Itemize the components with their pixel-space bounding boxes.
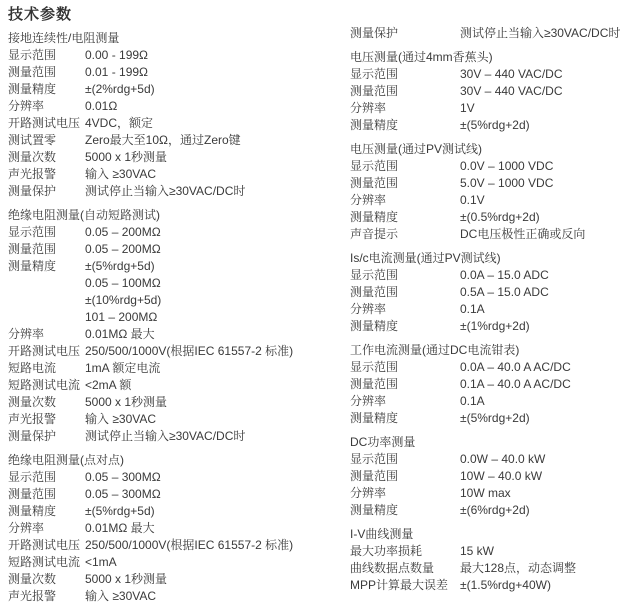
spec-label: 显示范围 (350, 360, 399, 374)
spec-value: 0.0V – 1000 VDC (460, 159, 554, 173)
spec-value: Zero最大至10Ω，通过Zero键 (85, 133, 241, 147)
spec-section (350, 49, 622, 134)
spec-section (350, 342, 622, 427)
spec-value: 0.05 – 200MΩ (85, 242, 161, 256)
spec-row (350, 25, 622, 42)
spec-label: 测量范围 (350, 377, 399, 391)
spec-value: 0.05 – 300MΩ (85, 470, 161, 484)
spec-label: 测量精度 (350, 210, 399, 224)
spec-label: 测量范围 (350, 176, 399, 190)
spec-row (350, 468, 622, 485)
spec-label: 开路测试电压 (8, 344, 81, 358)
spec-row (8, 258, 346, 275)
spec-row (8, 469, 346, 486)
spec-row (8, 571, 346, 588)
spec-row (350, 158, 622, 175)
spec-section (8, 207, 346, 445)
spec-label: 开路测试电压 (8, 116, 81, 130)
spec-label: 显示范围 (8, 48, 57, 62)
spec-label: 分辨率 (8, 521, 45, 535)
section-heading: 绝缘电阻测量(自动短路测试) (8, 208, 160, 222)
spec-value: 4VDC，额定 (85, 116, 154, 130)
spec-label: 测量范围 (350, 84, 399, 98)
spec-row (8, 394, 346, 411)
spec-section (350, 434, 622, 519)
spec-label: 测量精度 (350, 118, 399, 132)
spec-label: 测量次数 (8, 395, 57, 409)
spec-row (8, 360, 346, 377)
section-heading: DC功率测量 (350, 435, 416, 449)
spec-value: 1mA 额定电流 (85, 361, 161, 375)
spec-value: 0.01 - 199Ω (85, 65, 149, 79)
spec-label: 显示范围 (8, 225, 57, 239)
spec-row (8, 81, 346, 98)
spec-row (8, 292, 346, 309)
spec-row (350, 117, 622, 134)
spec-value: 0.0A – 15.0 ADC (460, 268, 549, 282)
spec-row (8, 503, 346, 520)
spec-label: 分辨率 (8, 99, 45, 113)
spec-label: 显示范围 (8, 470, 57, 484)
spec-label: 测量范围 (350, 285, 399, 299)
spec-label: 分辨率 (350, 101, 387, 115)
page-title: 技术参数 (8, 6, 73, 23)
spec-label: 测量保护 (8, 429, 57, 443)
spec-row (8, 64, 346, 81)
spec-row (350, 376, 622, 393)
spec-value: 测试停止当输入≥30VAC/DC时 (460, 26, 621, 40)
spec-row (350, 175, 622, 192)
spec-value: 250/500/1000V(根据IEC 61557-2 标准) (85, 344, 294, 358)
spec-label: 分辨率 (350, 394, 387, 408)
section-heading: Is/c电流测量(通过PV测试线) (350, 251, 501, 265)
right-column (350, 25, 622, 594)
spec-section (350, 25, 622, 42)
spec-row (8, 132, 346, 149)
spec-value: 0.1V (460, 193, 485, 207)
spec-label: 短路电流 (8, 361, 57, 375)
spec-label: 测量次数 (8, 150, 57, 164)
spec-label: 测量精度 (8, 504, 57, 518)
spec-value: 0.01MΩ 最大 (85, 521, 155, 535)
spec-value: 250/500/1000V(根据IEC 61557-2 标准) (85, 538, 294, 552)
spec-value: ±(5%rdg+2d) (460, 118, 530, 132)
spec-value: <1mA (85, 555, 117, 569)
spec-row (350, 83, 622, 100)
spec-row (8, 554, 346, 571)
spec-row (350, 359, 622, 376)
spec-section (8, 452, 346, 603)
spec-label: 分辨率 (8, 327, 45, 341)
spec-row (8, 377, 346, 394)
spec-row (350, 393, 622, 410)
spec-value: 0.5A – 15.0 ADC (460, 285, 549, 299)
spec-value: 1V (460, 101, 475, 115)
spec-value: ±(6%rdg+2d) (460, 503, 530, 517)
spec-value: ±(1%rdg+2d) (460, 319, 530, 333)
spec-value: <2mA 额 (85, 378, 132, 392)
spec-label: 测量范围 (8, 65, 57, 79)
spec-row (8, 115, 346, 132)
spec-label: 测量保护 (350, 26, 399, 40)
spec-row (350, 577, 622, 594)
spec-row (8, 98, 346, 115)
spec-row (350, 318, 622, 335)
spec-row (8, 428, 346, 445)
spec-label: 声光报警 (8, 412, 57, 426)
spec-label: 测量精度 (350, 503, 399, 517)
spec-value: ±(5%rdg+5d) (85, 259, 155, 273)
spec-label: 短路测试电流 (8, 555, 81, 569)
spec-value: 测试停止当输入≥30VAC/DC时 (85, 184, 246, 198)
spec-label: 分辨率 (350, 193, 387, 207)
spec-label: 曲线数据点数量 (350, 561, 435, 575)
section-heading: I-V曲线测量 (350, 527, 414, 541)
spec-value: 输入 ≥30VAC (85, 167, 157, 181)
spec-label: 声音提示 (350, 227, 399, 241)
spec-label (8, 309, 85, 326)
spec-value: 测试停止当输入≥30VAC/DC时 (85, 429, 246, 443)
spec-value: ±(1.5%rdg+40W) (460, 578, 551, 592)
spec-label: 显示范围 (350, 452, 399, 466)
spec-value: ±(0.5%rdg+2d) (460, 210, 540, 224)
spec-value: 0.01Ω (85, 99, 118, 113)
spec-row (8, 326, 346, 343)
spec-value: 0.0W – 40.0 kW (460, 452, 546, 466)
spec-section (8, 30, 346, 200)
spec-row (350, 543, 622, 560)
spec-row (350, 100, 622, 117)
spec-value: ±(10%rdg+5d) (85, 293, 162, 307)
spec-section (350, 141, 622, 243)
spec-row (8, 588, 346, 603)
spec-row (8, 411, 346, 428)
section-heading: 工作电流测量(通过DC电流钳表) (350, 343, 520, 357)
spec-value: ±(5%rdg+5d) (85, 504, 155, 518)
spec-row (8, 183, 346, 200)
spec-value: 15 kW (460, 544, 495, 558)
spec-label: 测量次数 (8, 572, 57, 586)
spec-value: ±(5%rdg+2d) (460, 411, 530, 425)
spec-value: 30V – 440 VAC/DC (460, 84, 563, 98)
spec-row (350, 410, 622, 427)
spec-row (350, 560, 622, 577)
spec-row (8, 343, 346, 360)
spec-row (8, 241, 346, 258)
spec-value: 0.05 – 200MΩ (85, 225, 161, 239)
section-heading: 绝缘电阻测量(点对点) (8, 453, 124, 467)
spec-label (8, 292, 85, 309)
spec-value: 最大128点，动态调整 (460, 561, 577, 575)
section-heading: 接地连续性/电阻测量 (8, 31, 120, 45)
spec-value: 0.00 - 199Ω (85, 48, 149, 62)
spec-row (350, 502, 622, 519)
spec-label: 测量范围 (8, 487, 57, 501)
spec-row (350, 192, 622, 209)
spec-label: 测量精度 (350, 319, 399, 333)
spec-label: 测量精度 (8, 82, 57, 96)
spec-row (8, 47, 346, 64)
spec-value: ±(2%rdg+5d) (85, 82, 155, 96)
left-column (8, 30, 346, 603)
spec-value: 输入 ≥30VAC (85, 589, 157, 603)
spec-value: 101 – 200MΩ (85, 310, 158, 324)
spec-row (350, 301, 622, 318)
spec-label: 测试置零 (8, 133, 57, 147)
spec-row (8, 537, 346, 554)
spec-value: 5.0V – 1000 VDC (460, 176, 554, 190)
spec-section (350, 526, 622, 594)
spec-label: 分辨率 (350, 302, 387, 316)
spec-label: MPP计算最大误差 (350, 578, 449, 592)
spec-value: 0.01MΩ 最大 (85, 327, 155, 341)
spec-row (350, 226, 622, 243)
spec-label: 显示范围 (350, 268, 399, 282)
spec-label: 最大功率损耗 (350, 544, 423, 558)
spec-label: 测量范围 (8, 242, 57, 256)
spec-row (350, 209, 622, 226)
spec-row (8, 166, 346, 183)
spec-value: 10W – 40.0 kW (460, 469, 543, 483)
spec-value: DC电压极性正确或反向 (460, 227, 586, 241)
spec-value: 0.05 – 100MΩ (85, 276, 161, 290)
spec-label: 测量精度 (8, 259, 57, 273)
spec-row (8, 486, 346, 503)
spec-value: 0.05 – 300MΩ (85, 487, 161, 501)
spec-label: 声光报警 (8, 167, 57, 181)
section-heading: 电压测量(通过4mm香蕉头) (350, 50, 493, 64)
spec-value: 输入 ≥30VAC (85, 412, 157, 426)
spec-label: 开路测试电压 (8, 538, 81, 552)
spec-value: 30V – 440 VAC/DC (460, 67, 563, 81)
spec-label (8, 275, 85, 292)
spec-label: 短路测试电流 (8, 378, 81, 392)
spec-value: 5000 x 1秒测量 (85, 150, 168, 164)
spec-label: 测量范围 (350, 469, 399, 483)
spec-value: 0.1A – 40.0 A AC/DC (460, 377, 571, 391)
spec-value: 0.1A (460, 394, 485, 408)
spec-row (8, 520, 346, 537)
spec-value: 0.1A (460, 302, 485, 316)
spec-label: 分辨率 (350, 486, 387, 500)
spec-section (350, 250, 622, 335)
spec-row (350, 451, 622, 468)
spec-label: 显示范围 (350, 67, 399, 81)
spec-row (350, 66, 622, 83)
spec-row (350, 267, 622, 284)
spec-label: 显示范围 (350, 159, 399, 173)
section-heading: 电压测量(通过PV测试线) (350, 142, 483, 156)
spec-value: 10W max (460, 486, 511, 500)
spec-row (8, 309, 346, 326)
spec-row (8, 275, 346, 292)
spec-label: 测量精度 (350, 411, 399, 425)
spec-value: 5000 x 1秒测量 (85, 395, 168, 409)
spec-value: 5000 x 1秒测量 (85, 572, 168, 586)
spec-label: 测量保护 (8, 184, 57, 198)
spec-row (350, 485, 622, 502)
spec-row (350, 284, 622, 301)
spec-row (8, 149, 346, 166)
spec-value: 0.0A – 40.0 A AC/DC (460, 360, 571, 374)
spec-label: 声光报警 (8, 589, 57, 603)
spec-row (8, 224, 346, 241)
